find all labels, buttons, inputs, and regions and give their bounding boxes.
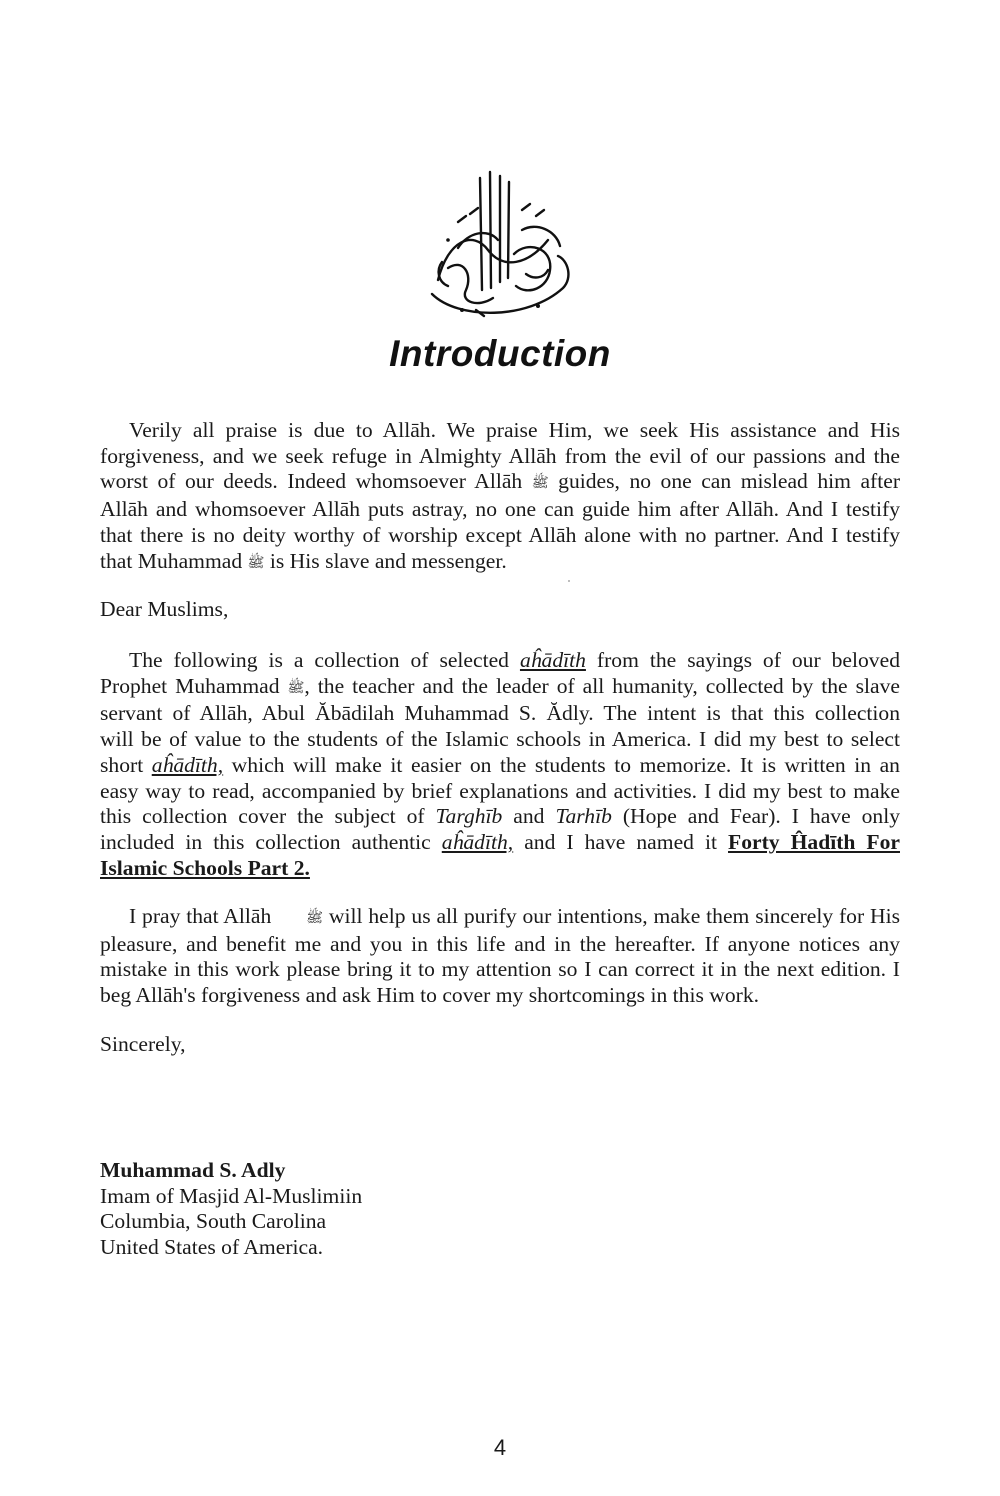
term-ahadith: aĥādīth,: [441, 829, 514, 854]
p2-line-7-c: (Hope and Fear). I have only: [622, 804, 900, 829]
basmala-calligraphy: [418, 170, 578, 330]
signature-city: Columbia, South Carolina: [100, 1209, 327, 1234]
term-ahadith: aĥādīth: [519, 648, 586, 672]
p3-line-1: [100, 904, 900, 932]
book-title-part-2: Islamic Schools Part 2.: [100, 855, 310, 880]
page-number: 4: [493, 1435, 507, 1460]
p2-line-9: [100, 856, 900, 882]
p2-line-1: [100, 648, 900, 674]
signature-block: [100, 1158, 362, 1261]
p2-line-6: easy way to read, accompanied by brief explanations and activities. I did my best to make: [100, 778, 900, 803]
page-title: Introduction: [389, 333, 611, 374]
signature-name: Muhammad S. Adly: [100, 1158, 286, 1182]
p2-line-7: [100, 804, 900, 830]
p2-line-7-b: and: [513, 804, 545, 829]
p1-line-6-a: that Muhammad: [100, 548, 243, 573]
p2-line-2-a: Prophet Muhammad: [100, 673, 280, 698]
p2-line-2: [100, 674, 900, 702]
p3-line-2: pleasure, and benefit me and you in this life and in the hereafter. If anyone notices any: [100, 931, 900, 956]
p3-line-3: mistake in this work please bring it to my attention so I can correct it in the next edition. I: [100, 957, 900, 982]
p1-line-5: that there is no deity worthy of worship except Allāh alone with no partner. And I testify: [100, 522, 900, 547]
p2-line-4: will be of value to the students of the Islamic schools in America. I did my best to select: [100, 727, 900, 752]
p1-line-6: [100, 549, 900, 577]
basmala-calligraphy-art: [418, 170, 578, 330]
p2-line-7-a: this collection cover the subject of: [100, 804, 425, 829]
term-targhib: Targhīb: [435, 804, 503, 829]
p3-line-1-a: I pray that Allāh: [129, 904, 272, 928]
p2-line-5: [100, 753, 900, 779]
signature-role: Imam of Masjid Al-Muslimiin: [100, 1183, 363, 1208]
term-ahadith: aĥādīth,: [151, 752, 224, 777]
p2-line-8-a: included in this collection authentic: [100, 829, 431, 854]
p3-line-4: beg Allāh's forgiveness and ask Him to cover my shortcomings in this work.: [100, 983, 760, 1008]
p2-line-5-a: short: [100, 752, 144, 777]
intro-paragraph-1: [100, 418, 900, 576]
p1-line-3: [100, 469, 900, 497]
p3-line-1-b: will help us all purify our intentions, make them sincerely for His: [328, 904, 901, 928]
p2-line-8: [100, 830, 900, 856]
p1-line-4: Allāh and whomsoever Allāh puts astray, no one can guide him after Allāh. And I testify: [100, 497, 900, 522]
intro-paragraph-2: [100, 648, 900, 881]
book-title-part-1: Forty Ĥadīth For: [728, 829, 900, 854]
p2-line-5-b: which will make it easier on the students to memorize. It is written in an: [231, 752, 900, 777]
p1-line-1: Verily all praise is due to Allāh. We praise Him, we seek His assistance and His: [129, 418, 900, 442]
salutation: Dear Muslims,: [100, 597, 229, 621]
signature-country: United States of America.: [100, 1235, 324, 1260]
p1-line-3-b: guides, no one can mislead him after: [558, 469, 901, 494]
salawat-icon: ﷺ: [306, 911, 324, 926]
p1-line-6-b: is His slave and messenger.: [269, 548, 507, 573]
p1-line-2: forgiveness, and we seek refuge in Almighty Allāh from the evil of our passions and the: [100, 443, 900, 468]
intro-paragraph-3: [100, 904, 900, 1009]
salawat-icon: ﷺ: [287, 680, 305, 696]
p2-line-1-a: The following is a collection of selected: [129, 648, 509, 672]
p2-line-8-b: and I have named it: [524, 829, 717, 854]
salawat-icon: ﷺ: [247, 555, 265, 571]
p2-line-3: servant of Allāh, Abul Ăbādilah Muhammad S. Ădly. The intent is that this collection: [100, 701, 900, 726]
p2-line-2-b: , the teacher and the leader of all humanity, collected by the slave: [304, 673, 900, 698]
p2-line-1-b: from the sayings of our beloved: [596, 648, 900, 672]
term-tarhib: Tarhīb: [555, 804, 612, 829]
p1-line-3-a: worst of our deeds. Indeed whomsoever Allāh: [100, 469, 523, 494]
scan-speck: [568, 580, 570, 582]
closing: Sincerely,: [100, 1032, 186, 1056]
salawat-icon: ﷺ: [531, 476, 549, 492]
